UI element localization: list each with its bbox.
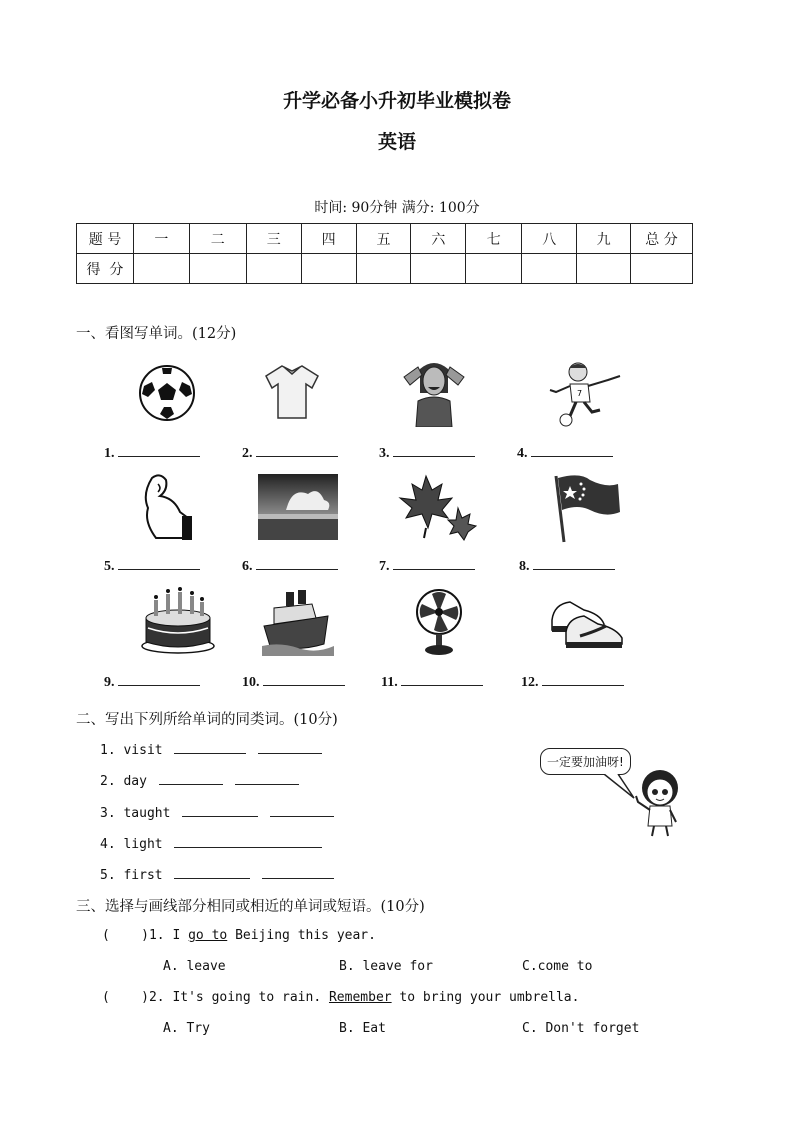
score-cell[interactable] xyxy=(411,254,466,284)
option[interactable]: B. leave for xyxy=(339,959,433,974)
answer-blank[interactable] xyxy=(118,672,200,686)
score-cell[interactable] xyxy=(189,254,246,284)
option[interactable]: B. Eat xyxy=(339,1021,386,1036)
score-cell[interactable] xyxy=(133,254,189,284)
answer-blank[interactable] xyxy=(270,803,334,817)
item-label: 12. xyxy=(521,672,624,691)
score-cell[interactable] xyxy=(356,254,411,284)
table-cell: 二 xyxy=(189,224,246,254)
chinese-flag-icon xyxy=(550,472,622,544)
table-cell: 三 xyxy=(246,224,301,254)
answer-paren[interactable]: ( ) xyxy=(102,990,149,1005)
answer-blank[interactable] xyxy=(258,740,322,754)
item-label: 3. xyxy=(379,443,475,462)
item-label: 10. xyxy=(242,672,345,691)
table-cell: 八 xyxy=(522,224,577,254)
soccer-ball-icon xyxy=(138,364,196,422)
list-item: 5. first xyxy=(100,865,334,883)
score-cell[interactable] xyxy=(246,254,301,284)
section1-heading: 一、看图写单词。(12分) xyxy=(76,326,237,342)
answer-blank[interactable] xyxy=(174,834,322,848)
question-1: ( )1. I go to Beijing this year. xyxy=(102,928,376,943)
answer-blank[interactable] xyxy=(174,865,250,879)
subject-title: 英语 xyxy=(377,131,416,153)
answer-blank[interactable] xyxy=(118,556,200,570)
list-item: 3. taught xyxy=(100,803,334,821)
table-cell: 总 分 xyxy=(631,224,693,254)
score-table-score-row xyxy=(77,254,693,284)
item-label: 7. xyxy=(379,556,475,575)
fan-icon xyxy=(412,588,466,656)
answer-blank[interactable] xyxy=(401,672,483,686)
answer-blank[interactable] xyxy=(393,556,475,570)
time-info: 时间: 90分钟 满分: 100分 xyxy=(314,200,480,216)
svg-text:7: 7 xyxy=(577,389,583,398)
option[interactable]: A. leave xyxy=(163,959,226,974)
table-cell: 九 xyxy=(577,224,631,254)
item-label: 5. xyxy=(104,556,200,575)
answer-blank[interactable] xyxy=(542,672,624,686)
answer-blank[interactable] xyxy=(262,865,334,879)
table-cell: 六 xyxy=(411,224,466,254)
cartoon-girl-icon xyxy=(632,766,682,838)
answer-blank[interactable] xyxy=(393,443,475,457)
list-item: 4. light xyxy=(100,834,322,852)
answer-blank[interactable] xyxy=(235,771,299,785)
score-table xyxy=(76,223,693,284)
score-cell[interactable] xyxy=(466,254,522,284)
t-shirt-icon xyxy=(262,362,322,422)
ship-icon xyxy=(262,586,334,656)
option[interactable]: C.come to xyxy=(522,959,593,974)
score-cell[interactable] xyxy=(301,254,356,284)
sneakers-icon xyxy=(550,592,624,656)
table-cell: 七 xyxy=(466,224,522,254)
score-cell[interactable] xyxy=(631,254,693,284)
option[interactable]: A. Try xyxy=(163,1021,210,1036)
score-table-header-row xyxy=(77,224,693,254)
item-label: 2. xyxy=(242,443,338,462)
item-label: 4. xyxy=(517,443,613,462)
item-label: 1. xyxy=(104,443,200,462)
answer-paren[interactable]: ( ) xyxy=(102,928,149,943)
underlined-phrase: Remember xyxy=(328,990,392,1005)
boy-kicking-ball-icon xyxy=(548,358,622,428)
option[interactable]: C. Don't forget xyxy=(522,1021,640,1036)
score-cell[interactable] xyxy=(577,254,631,284)
answer-blank[interactable] xyxy=(182,803,258,817)
answer-blank[interactable] xyxy=(174,740,246,754)
table-cell: 题 号 xyxy=(77,224,134,254)
answer-blank[interactable] xyxy=(159,771,223,785)
angry-woman-icon xyxy=(398,355,470,427)
birthday-cake-icon xyxy=(140,584,216,654)
section2-heading: 二、写出下列所给单词的同类词。(10分) xyxy=(76,712,338,728)
table-cell: 四 xyxy=(301,224,356,254)
underlined-phrase: go to xyxy=(188,928,228,943)
item-label: 6. xyxy=(242,556,338,575)
table-cell: 一 xyxy=(133,224,189,254)
list-item: 1. visit xyxy=(100,740,322,758)
muscle-arm-icon xyxy=(138,472,194,542)
cloudy-landscape-icon xyxy=(258,474,338,540)
maple-leaves-icon xyxy=(398,472,478,544)
list-item: 2. day xyxy=(100,771,299,789)
score-cell[interactable] xyxy=(522,254,577,284)
page-title: 升学必备小升初毕业模拟卷 xyxy=(282,90,511,112)
answer-blank[interactable] xyxy=(118,443,200,457)
speech-bubble: 一定要加油呀! xyxy=(540,748,631,775)
answer-blank[interactable] xyxy=(256,443,338,457)
answer-blank[interactable] xyxy=(531,443,613,457)
answer-blank[interactable] xyxy=(256,556,338,570)
item-label: 8. xyxy=(519,556,615,575)
item-label: 11. xyxy=(381,672,483,691)
table-cell: 五 xyxy=(356,224,411,254)
section3-heading: 三、选择与画线部分相同或相近的单词或短语。(10分) xyxy=(76,899,425,915)
item-label: 9. xyxy=(104,672,200,691)
answer-blank[interactable] xyxy=(533,556,615,570)
question-2: ( )2. It's going to rain. Remember to bring your umbrella. xyxy=(102,990,580,1005)
table-cell: 得 分 xyxy=(77,254,134,284)
answer-blank[interactable] xyxy=(263,672,345,686)
